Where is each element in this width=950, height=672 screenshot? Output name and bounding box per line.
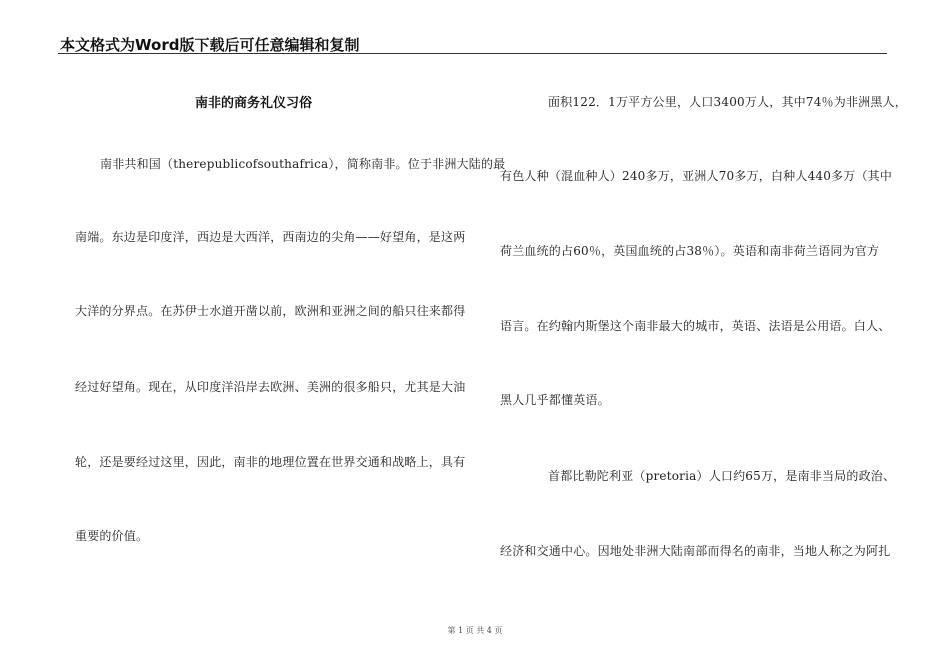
header-divider xyxy=(58,53,887,54)
left-paragraph-line: 南非共和国（therepublicofsouthafrica），简称南非。位于非洲大陆的最 xyxy=(100,157,506,171)
left-paragraph-line: 重要的价值。 xyxy=(75,529,149,543)
document-title: 南非的商务礼仪习俗 xyxy=(195,96,313,111)
left-paragraph-line: 经过好望角。现在，从印度洋沿岸去欧洲、美洲的很多船只，尤其是大油 xyxy=(75,380,466,394)
right-paragraph-line: 有色人种（混血种人）240多万，亚洲人70多万，白种人440多万（其中 xyxy=(500,169,893,183)
right-paragraph-line: 黑人几乎都懂英语。 xyxy=(500,393,610,407)
left-paragraph-line: 大洋的分界点。在苏伊士水道开凿以前，欧洲和亚洲之间的船只往来都得 xyxy=(75,304,466,318)
page-indicator: 第 1 页 共 4 页 xyxy=(447,626,503,635)
header-title: 本文格式为Word版下载后可任意编辑和复制 xyxy=(60,36,360,54)
left-paragraph-line: 南端。东边是印度洋，西边是大西洋，西南边的尖角——好望角，是这两 xyxy=(75,230,466,244)
right-paragraph-line: 首都比勒陀利亚（pretoria）人口约65万，是南非当局的政治、 xyxy=(548,469,896,483)
right-paragraph-line: 语言。在约翰内斯堡这个南非最大的城市，英语、法语是公用语。白人、 xyxy=(500,319,891,333)
left-paragraph-line: 轮，还是要经过这里，因此，南非的地理位置在世界交通和战略上，具有 xyxy=(75,455,466,469)
right-paragraph-line: 面积122．1万平方公里，人口3400万人，其中74％为非洲黑人， xyxy=(548,95,907,109)
right-paragraph-line: 荷兰血统的占60％，英国血统的占38％）。英语和南非荷兰语同为官方 xyxy=(500,244,880,258)
right-paragraph-line: 经济和交通中心。因地处非洲大陆南部而得名的南非，当地人称之为阿扎 xyxy=(500,544,891,558)
